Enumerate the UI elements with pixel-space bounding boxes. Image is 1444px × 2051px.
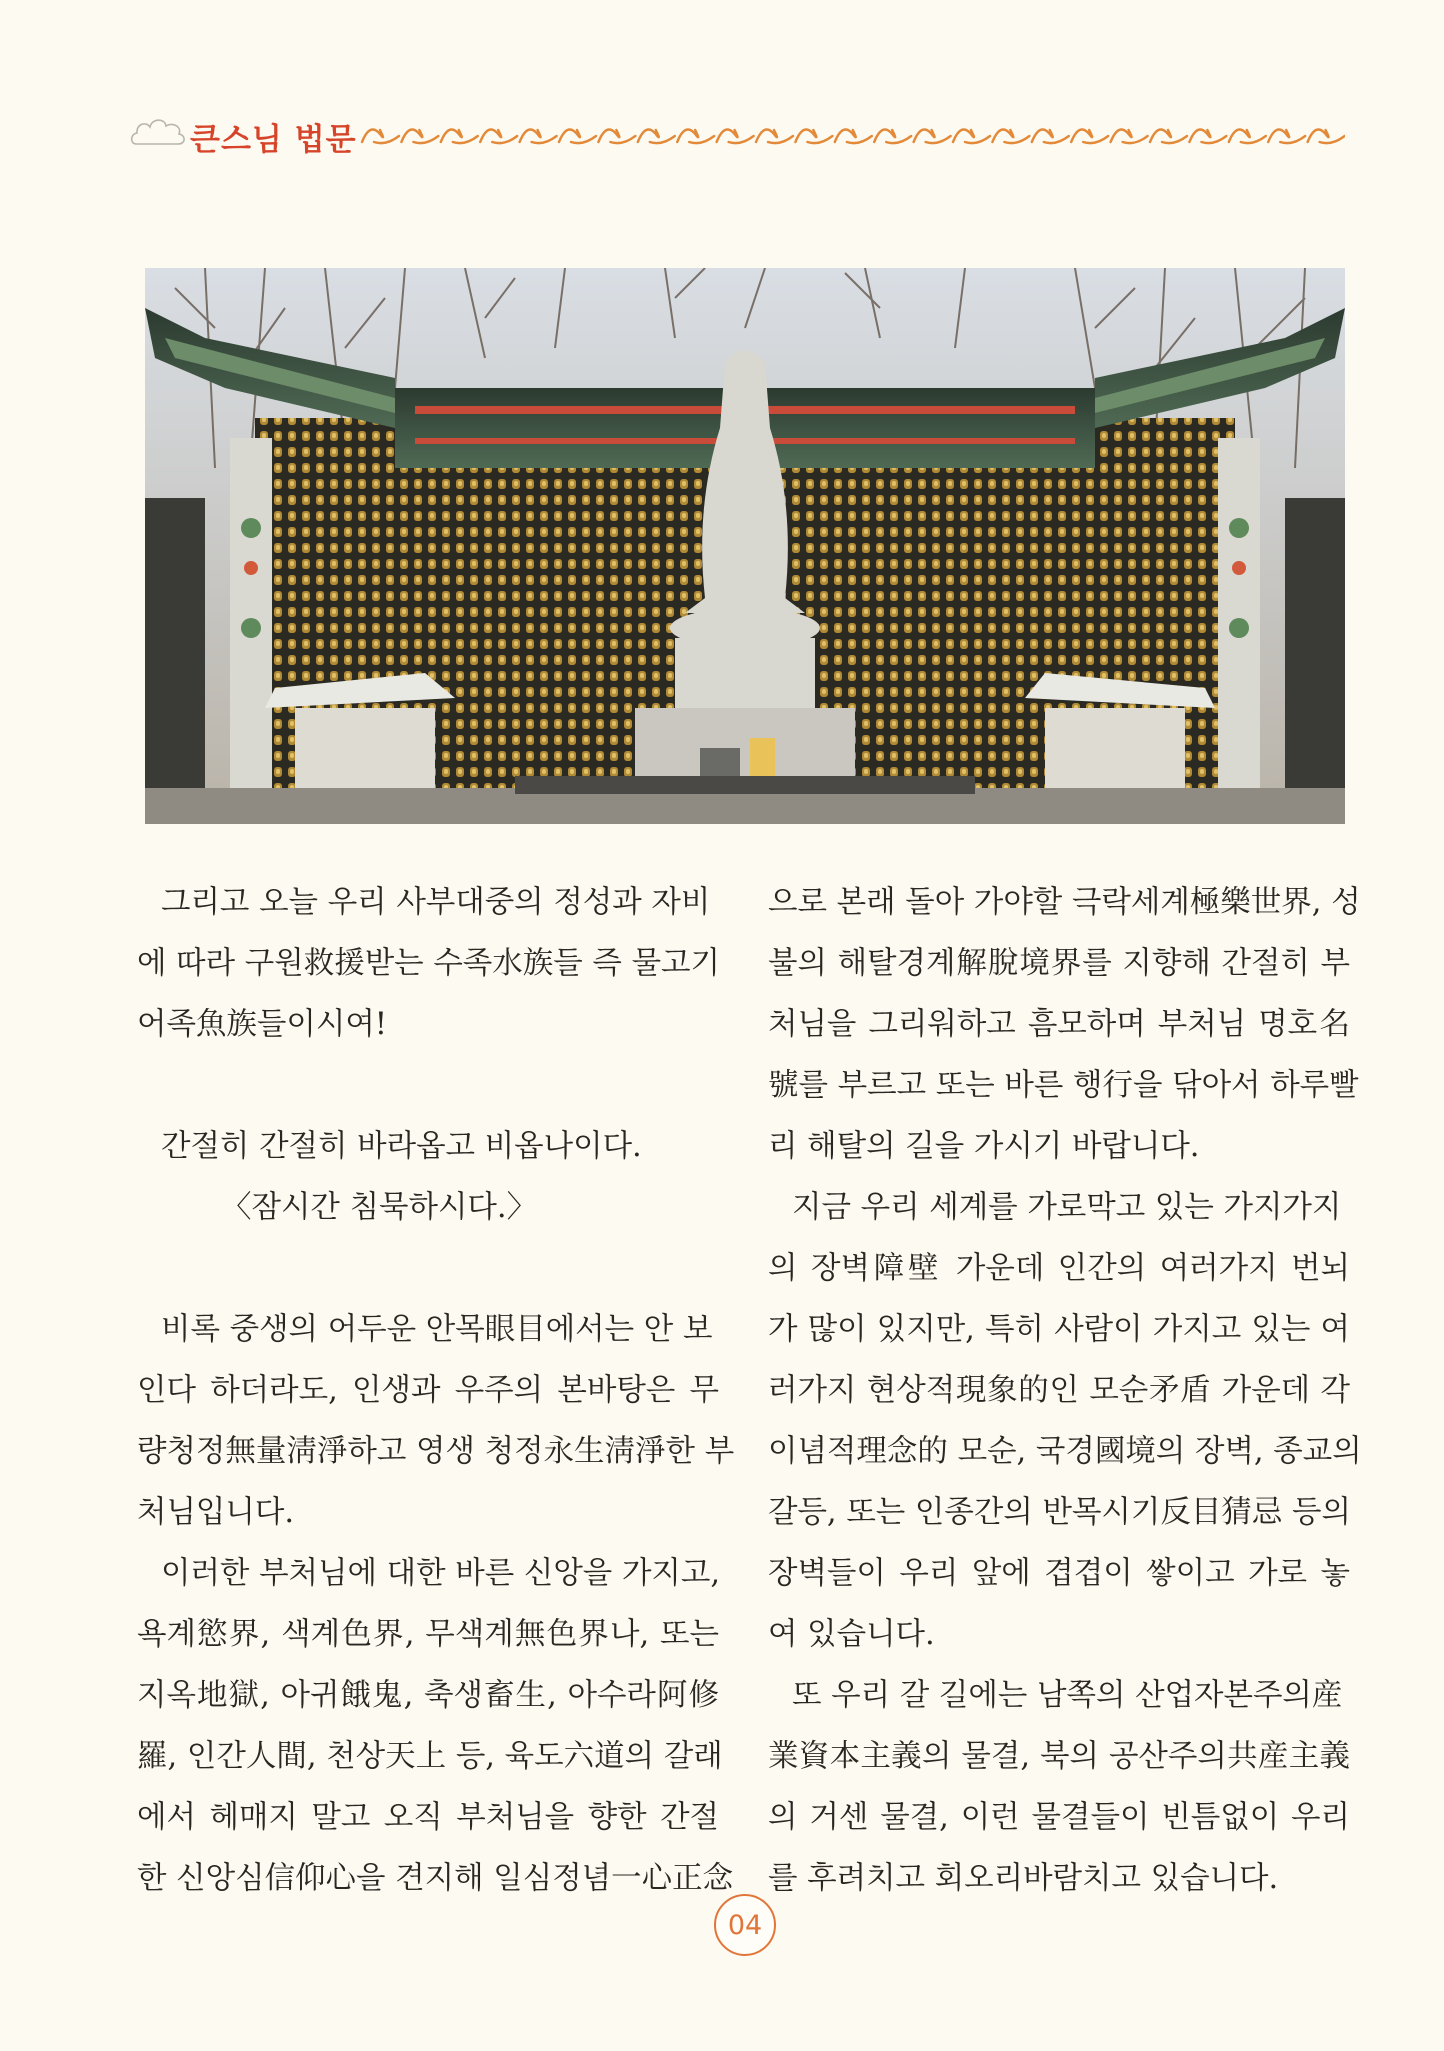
text-line: 비록 중생의 어두운 안목眼目에서는 안 보 bbox=[161, 1312, 713, 1347]
text-line: 에 따라 구원救援받는 수족水族들 즉 물고기 bbox=[137, 946, 720, 981]
text-line: 처님을 그리워하고 흠모하며 부처님 명호名 bbox=[768, 1007, 1350, 1042]
text-line: 욕계慾界, 색계色界, 무색계無色界나, 또는 bbox=[137, 1617, 719, 1652]
page-number: 04 bbox=[714, 1894, 776, 1956]
text-line: 羅, 인간人間, 천상天上 등, 육도六道의 갈래 bbox=[137, 1739, 723, 1774]
wave-stroke bbox=[362, 130, 1345, 144]
section-title: 큰스님 법문 bbox=[190, 122, 357, 158]
text-line: 號를 부르고 또는 바른 행行을 닦아서 하루빨 bbox=[768, 1068, 1359, 1103]
temple-illustration bbox=[145, 268, 1345, 824]
text-line: 의 거센 물결, 이런 물결들이 빈틈없이 우리 bbox=[768, 1800, 1350, 1835]
text-line: 그리고 오늘 우리 사부대중의 정성과 자비 bbox=[161, 885, 711, 920]
text-line: 장벽들이 우리 앞에 겹겹이 쌓이고 가로 놓 bbox=[768, 1556, 1350, 1591]
text-line: 리 해탈의 길을 가시기 바랍니다. bbox=[768, 1129, 1200, 1164]
text-line: 또 우리 갈 길에는 남쪽의 산업자본주의産 bbox=[792, 1678, 1343, 1713]
text-line: 간절히 간절히 바라옵고 비옵나이다. bbox=[161, 1129, 642, 1164]
text-line: 를 후려치고 회오리바람치고 있습니다. bbox=[768, 1861, 1279, 1896]
cloud-icon bbox=[128, 110, 188, 154]
text-line: 처님입니다. bbox=[137, 1495, 295, 1530]
text-line: 〈잠시간 침묵하시다.〉 bbox=[221, 1190, 538, 1225]
text-line: 한 신앙심信仰心을 견지해 일심정념一心正念 bbox=[137, 1861, 734, 1896]
page-header bbox=[128, 108, 1348, 168]
text-line: 인다 하더라도, 인생과 우주의 본바탕은 무 bbox=[137, 1373, 719, 1408]
text-line: 이념적理念的 모순, 국경國境의 장벽, 종교의 bbox=[768, 1434, 1362, 1469]
text-line: 불의 해탈경계解脫境界를 지향해 간절히 부 bbox=[768, 946, 1350, 981]
left-column bbox=[137, 872, 735, 1909]
text-line: 여 있습니다. bbox=[768, 1617, 935, 1652]
text-line: 량청정無量淸淨하고 영생 청정永生淸淨한 부 bbox=[137, 1434, 735, 1469]
text-line: 어족魚族들이시여! bbox=[137, 1007, 388, 1042]
text-line: 에서 헤매지 말고 오직 부처님을 향한 간절 bbox=[137, 1800, 719, 1835]
text-line: 갈등, 또는 인종간의 반목시기反目猜忌 등의 bbox=[768, 1495, 1351, 1530]
temple-photo bbox=[145, 268, 1345, 824]
text-line: 이러한 부처님에 대한 바른 신앙을 가지고, bbox=[161, 1556, 721, 1591]
text-line: 으로 본래 돌아 가야할 극락세계極樂世界, 성 bbox=[768, 885, 1361, 920]
text-line: 지금 우리 세계를 가로막고 있는 가지가지 bbox=[792, 1190, 1342, 1225]
text-line: 의 장벽障壁 가운데 인간의 여러가지 번뇌 bbox=[768, 1251, 1350, 1286]
text-line: 지옥地獄, 아귀餓鬼, 축생畜生, 아수라阿修 bbox=[137, 1678, 719, 1713]
wave-ornament-icon bbox=[360, 112, 1345, 152]
right-column bbox=[768, 872, 1362, 1909]
text-line: 가 많이 있지만, 특히 사람이 가지고 있는 여 bbox=[768, 1312, 1350, 1347]
text-line: 業資本主義의 물결, 북의 공산주의共産主義 bbox=[768, 1739, 1350, 1774]
text-line: 러가지 현상적現象的인 모순矛盾 가운데 각 bbox=[768, 1373, 1350, 1408]
